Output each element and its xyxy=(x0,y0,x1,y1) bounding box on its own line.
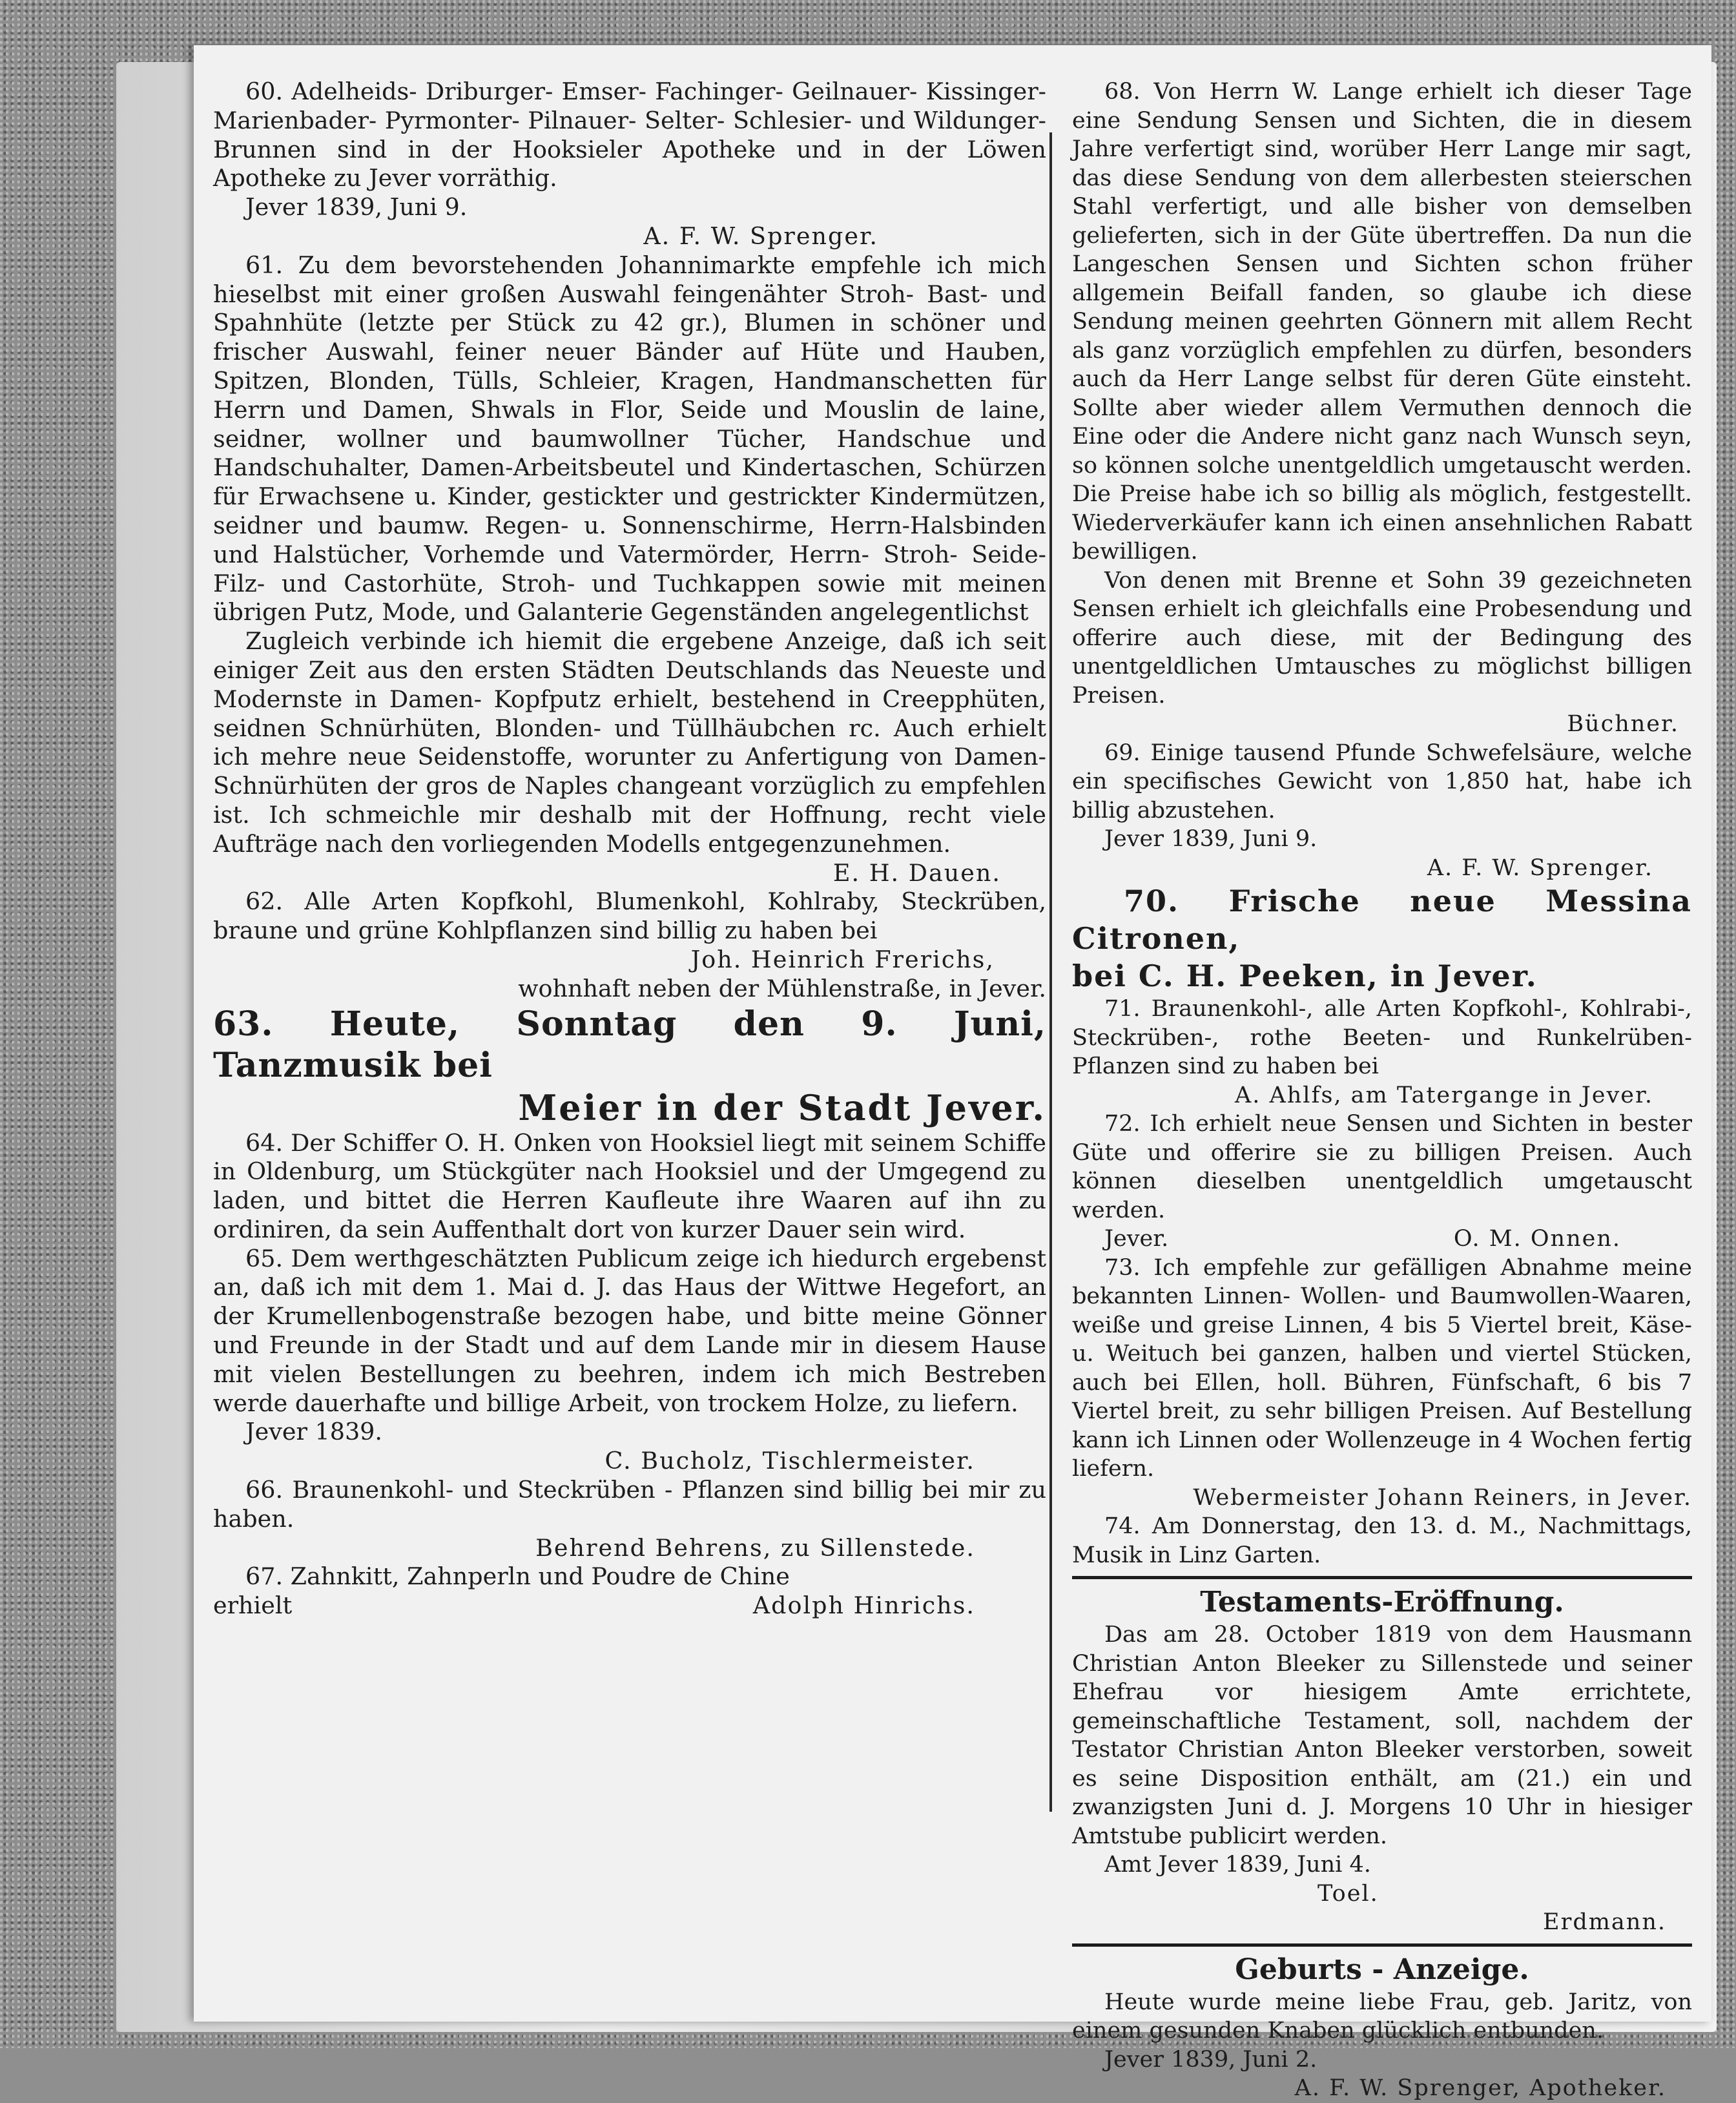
notice-70: 70. Frische neue Messina Citronen, bei C. H. Peeken, in Jever. xyxy=(1072,884,1692,993)
right-column xyxy=(1072,78,1692,2103)
notice-67: 67. Zahnkitt, Zahnperln und Poudre de Chine erhielt Adolph Hinrichs. xyxy=(213,1562,975,1620)
notice-62: 62. Alle Arten Kopfkohl, Blumenkohl, Kohlraby, Steckrüben, braune und grüne Kohlpflanzen sind billig zu haben bei Joh. Heinrich Frerichs, wohnhaft neben der Mühlenstraße, in Jever. xyxy=(213,887,1046,1002)
section-rule xyxy=(1072,1943,1692,1947)
notice-66: 66. Braunenkohl- und Steckrüben - Pflanzen sind billig bei mir zu haben. Behrend Behrens, zu Sillenstede. xyxy=(213,1476,1046,1562)
notice-73: 73. Ich empfehle zur gefälligen Abnahme meine bekannten Linnen- Wollen- und Baumwollen-Waaren, weiße und greise Linnen, 4 bis 5 Viertel breit, Käse- u. Weituch bei ganzen, halben und viertel Stücken, auch bei Ellen, holl. Bühren, Fünfschaft, 6 bis 7 Viertel breit, zu sehr billigen Preisen. Auf Bestellung kann ich Linnen oder Wollenzeuge in 4 Wochen fertig liefern. Webermeister Johann Reiners, in Jever. xyxy=(1072,1254,1692,1511)
notice-64: 64. Der Schiffer O. H. Onken von Hooksiel liegt mit seinem Schiffe in Oldenburg, um Stückgüter nach Hooksiel und der Umgegend zu laden, und bittet die Herren Kaufleute ihre Waaren auf ihn zu ordiniren, da sein Auffenthalt dort von kurzer Dauer sein wird. xyxy=(213,1128,1046,1243)
notice-68: 68. Von Herrn W. Lange erhielt ich dieser Tage eine Sendung Sensen und Sichten, die in diesem Jahre verfertigt sind, worüber Herr Lange mir sagt, das diese Sendung von dem allerbesten steierschen Stahl verfertigt, und alle bisher von demselben gelieferten, sich in der Güte übertreffen. Da nun die Langeschen Sensen und Sichten schon früher allgemein Beifall fanden, so glaube ich diese Sendung meinen geehrten Gönnern mit allem Recht als ganz vorzüglich empfehlen zu dürfen, besonders auch da Herr Lange selbst für deren Güte einsteht. Sollte aber wieder allem Vermuthen dennoch die Eine oder die Andere nicht ganz nach Wunsch seyn, so können solche unentgeldlich umgetauscht werden. Die Preise habe ich so billig als möglich, festgestellt. Wiederverkäufer kann ich einen ansehnlichen Rabatt bewilligen. Von denen mit Brenne et Sohn 39 gezeichneten Sensen erhielt ich gleichfalls eine Probesendung und offerire auch diese, mit der Bedingung des unentgeldlichen Umtausches zu möglichst billigen Preisen. Büchner. xyxy=(1072,79,1692,737)
notice-60: 60. Adelheids- Driburger- Emser- Fachinger- Geilnauer- Kissinger- Marienbader- Pyrmonter- Pilnauer- Selter- Schlesier- und Wildunger-Brunnen sind in der Hooksieler Apotheke und in der Löwen Apotheke zu Jever vorräthig. Jever 1839, Juni 9. A. F. W. Sprenger. xyxy=(213,78,1046,250)
notice-61: 61. Zu dem bevorstehenden Johannimarkte empfehle ich mich hieselbst mit einer großen Auswahl feingenähter Stroh- Bast- und Spahnhüte (letzte per Stück zu 42 gr.), Blumen in schöner und frischer Auswahl, feiner neuer Bänder auf Hüte und Hauben, Spitzen, Blonden, Tülls, Schleier, Kragen, Handmanschetten für Herrn und Damen, Shwals in Flor, Seide und Mouslin de laine, seidner, wollner und baumwollner Tücher, Handschue und Handschuhalter, Damen-Arbeitsbeutel und Kindertaschen, Schürzen für Erwachsene u. Kinder, gestickter und gestrickter Kindermützen, seidner und baumw. Regen- u. Sonnenschirme, Herrn-Halsbinden und Halstücher, Vorhemde und Vatermörder, Herrn- Stroh- Seide- Filz- und Castorhüte, Stroh- und Tuchkappen sowie mit meinen übrigen Putz, Mode, und Galanterie Gegenständen angelegentlichst Zugleich verbinde ich hiemit die ergebene Anzeige, daß ich seit einiger Zeit aus den ersten Städten Deutschlands das Neueste und Modernste in Damen- Kopfputz erhielt, bestehend in Creepphüten, seidnen Schnürhüten, Blonden- und Tüllhäubchen rc. Auch erhielt ich mehre neue Seidenstoffe, worunter zu Anfertigung von Damen- Schnürhüten der gros de Naples changeant vorzüglich zu empfehlen ist. Ich schmeichle mir deshalb mit der Hoffnung, recht viele Aufträge nach den vorliegenden Modells entgegenzunehmen. E. H. Dauen. xyxy=(213,251,1046,887)
notice-71: 71. Braunenkohl-, alle Arten Kopfkohl-, Kohlrabi-, Steckrüben-, rothe Beeten- und Runkelrüben-Pflanzen sind zu haben bei A. Ahlfs, am Tatergange in Jever. xyxy=(1072,996,1692,1108)
left-column xyxy=(213,78,1046,1621)
notice-72: 72. Ich erhielt neue Sensen und Sichten in bester Güte und offerire sie zu billigen Preisen. Auch können dieselben unentgeldlich umgetauscht werden. Jever. O. M. Onnen. xyxy=(1072,1111,1692,1252)
notice-65: 65. Dem werthgeschätzten Publicum zeige ich hiedurch ergebenst an, daß ich mit dem 1. Mai d. J. das Haus der Wittwe Hegefort, an der Krumellenbogenstraße bezogen habe, und bitte meine Gönner und Freunde in der Stadt und auf dem Lande mir in diesem Hause mit vielen Bestellungen zu beehren, indem ich mich Bestreben werde dauerhafte und billige Arbeit, von trockem Holze, zu liefern. Jever 1839. C. Bucholz, Tischlermeister. xyxy=(213,1244,1046,1475)
notice-74: 74. Am Donnerstag, den 13. d. M., Nachmittags, Musik in Linz Garten. xyxy=(1072,1513,1692,1568)
notice-testament: Testaments-Eröffnung. Das am 28. October 1819 von dem Hausmann Christian Anton Bleeker zu Sillenstede und seiner Ehefrau vor hiesigem Amte errichtete, gemeinschaftliche Testament, soll, nachdem der Testator Christian Anton Bleeker verstorben, soweit es seine Disposition enthält, am (21.) ein und zwanzigsten Juni d. J. Morgens 10 Uhr in hiesiger Amtstube publicirt werden. Amt Jever 1839, Juni 4. Toel. Erdmann. xyxy=(1072,1586,1692,1935)
notice-69: 69. Einige tausend Pfunde Schwefelsäure, welche ein specifisches Gewicht von 1,850 hat, habe ich billig abzustehen. Jever 1839, Juni 9. A. F. W. Sprenger. xyxy=(1072,740,1692,881)
notice-geburt: Geburts - Anzeige. Heute wurde meine liebe Frau, geb. Jaritz, von einem gesunden Knaben glücklich entbunden. Jever 1839, Juni 2. A. F. W. Sprenger, Apotheker. xyxy=(1072,1953,1692,2101)
column-divider xyxy=(1049,132,1052,1812)
notice-63: 63. Heute, Sonntag den 9. Juni, Tanzmusik bei Meier in der Stadt Jever. xyxy=(213,1004,1046,1128)
section-rule xyxy=(1072,1576,1692,1579)
